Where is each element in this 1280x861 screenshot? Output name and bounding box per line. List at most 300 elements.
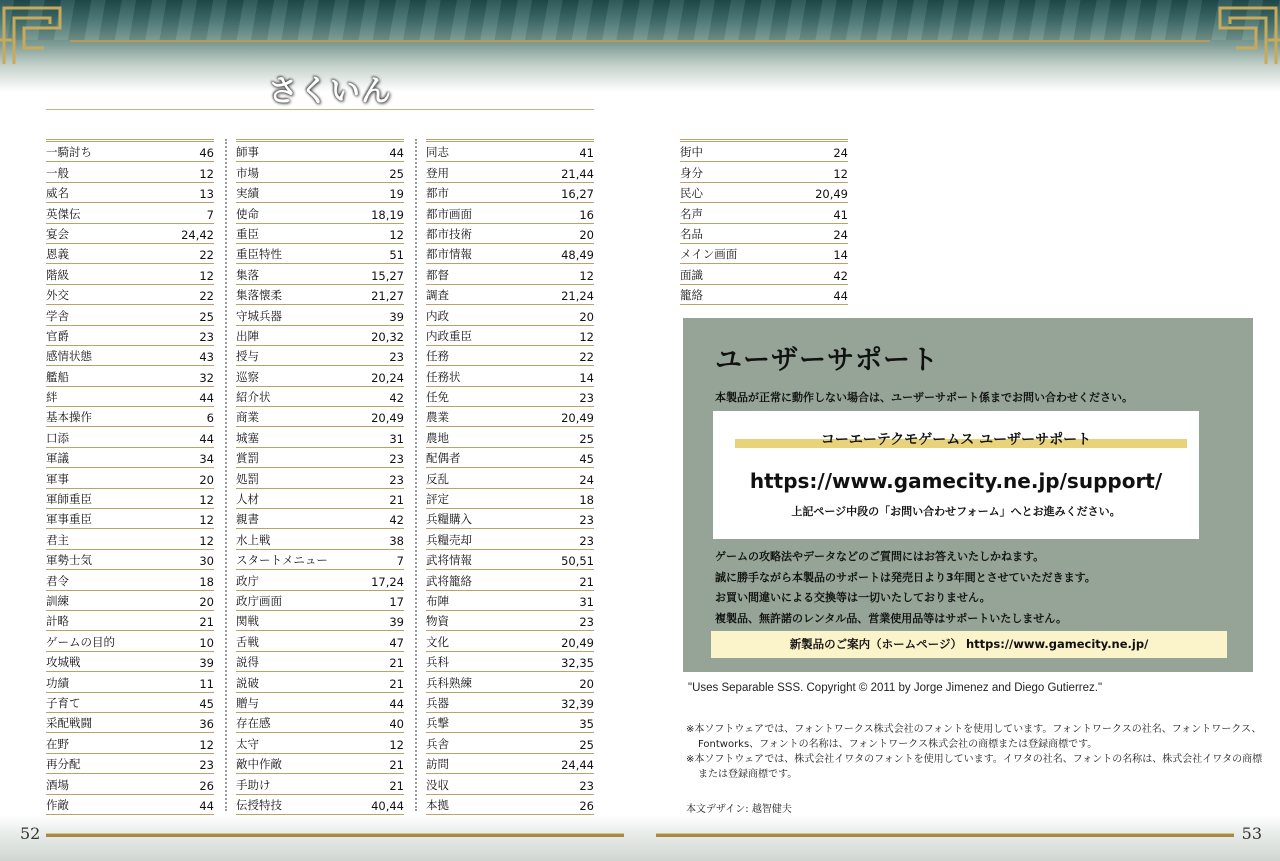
index-column-1: [46, 139, 214, 815]
index-page-numbers: 24,42: [181, 227, 214, 242]
index-page-numbers: 44: [199, 798, 214, 813]
index-entry: [46, 570, 214, 590]
column-divider: [415, 139, 417, 811]
index-term: 兵撃: [426, 716, 449, 731]
index-term: 宴会: [46, 226, 69, 241]
index-entry: [236, 326, 404, 346]
index-term: 説得: [236, 655, 259, 670]
index-page-numbers: 21: [389, 656, 404, 671]
index-term: 階級: [46, 267, 69, 282]
index-term: 外交: [46, 288, 69, 303]
index-entry: [46, 244, 214, 264]
index-term: 采配戦闘: [46, 716, 92, 731]
index-entry: [236, 713, 404, 733]
index-term: 民心: [680, 186, 703, 201]
index-page-numbers: 31: [389, 431, 404, 446]
index-term: 配偶者: [426, 451, 461, 466]
index-column-3: [426, 139, 594, 815]
index-entry: [680, 285, 848, 305]
index-term: 街中: [680, 145, 703, 160]
index-term: 一騎討ち: [46, 145, 92, 160]
index-term: 実績: [236, 186, 259, 201]
page-number-right: 53: [1241, 824, 1262, 843]
index-term: 物資: [426, 614, 449, 629]
index-page-numbers: 15,27: [371, 268, 404, 283]
index-page-numbers: 39: [389, 615, 404, 630]
index-entry: [46, 366, 214, 386]
index-term: 布陣: [426, 593, 449, 608]
index-entry: [680, 244, 848, 264]
design-credit: 本文デザイン: 越智健夫: [686, 804, 792, 815]
index-term: 政庁: [236, 573, 259, 588]
index-term: 市場: [236, 165, 259, 180]
index-entry: [236, 285, 404, 305]
footer-band: [0, 815, 1280, 861]
corner-ornament-left-icon: [0, 0, 80, 68]
index-page-numbers: 17: [389, 594, 404, 609]
index-entry: [236, 693, 404, 713]
index-page-numbers: 11: [199, 676, 214, 691]
index-term: 文化: [426, 634, 449, 649]
index-entry: [46, 183, 214, 203]
index-page-numbers: 41: [579, 146, 594, 161]
index-entry: [236, 774, 404, 794]
index-entry: [236, 427, 404, 447]
index-entry: [426, 611, 594, 631]
index-entry: [46, 611, 214, 631]
index-entry: [46, 489, 214, 509]
index-page-numbers: 44: [199, 391, 214, 406]
index-term: 贈与: [236, 695, 259, 710]
index-page-numbers: 12: [199, 513, 214, 528]
index-term: 内政: [426, 308, 449, 323]
index-page-numbers: 25: [389, 166, 404, 181]
support-condition: ゲームの攻略法やデータなどのご質問にはお答えいたしかねます。: [715, 550, 1045, 563]
index-entry: [236, 795, 404, 815]
index-term: 計略: [46, 614, 69, 629]
index-entry: [426, 693, 594, 713]
index-page-numbers: 25: [579, 737, 594, 752]
index-entry: [236, 244, 404, 264]
footer-rule-left: [46, 833, 624, 837]
index-entry: [426, 407, 594, 427]
index-entry: [46, 203, 214, 223]
index-entry: [236, 407, 404, 427]
index-page-numbers: 24,44: [561, 758, 594, 773]
index-page-numbers: 12: [833, 166, 848, 181]
index-page-numbers: 23: [579, 533, 594, 548]
index-page-numbers: 20,49: [561, 411, 594, 426]
index-page-numbers: 23: [199, 329, 214, 344]
support-contact-box: [713, 411, 1199, 539]
column-divider: [225, 139, 227, 811]
index-entry: [236, 305, 404, 325]
index-page-numbers: 51: [389, 248, 404, 263]
index-term: 身分: [680, 165, 703, 180]
index-term: 都市: [426, 186, 449, 201]
index-entry: [236, 448, 404, 468]
index-page-numbers: 16,27: [561, 187, 594, 202]
index-entry: [46, 448, 214, 468]
index-entry: [426, 591, 594, 611]
index-entry: [236, 224, 404, 244]
index-entry: [236, 264, 404, 284]
index-page-numbers: 40: [389, 717, 404, 732]
index-entry: [46, 713, 214, 733]
index-entry: [236, 366, 404, 386]
index-term: 軍議: [46, 451, 69, 466]
index-term: 口添: [46, 430, 69, 445]
index-entry: [426, 754, 594, 774]
index-term: 兵科熟練: [426, 675, 472, 690]
index-entry: [426, 427, 594, 447]
index-term: 親書: [236, 512, 259, 527]
index-entry: [46, 305, 214, 325]
index-entry: [46, 693, 214, 713]
index-page-numbers: 18: [199, 574, 214, 589]
index-page-numbers: 39: [389, 309, 404, 324]
index-entry: [46, 774, 214, 794]
index-entry: [426, 550, 594, 570]
index-entry: [236, 611, 404, 631]
header-banner: [0, 0, 1280, 92]
index-entry: [426, 224, 594, 244]
index-term: 艦船: [46, 369, 69, 384]
index-page-numbers: 21,27: [371, 289, 404, 304]
index-page-numbers: 21: [199, 615, 214, 630]
index-page-numbers: 12: [579, 329, 594, 344]
index-term: 軍勢士気: [46, 553, 92, 568]
index-page-numbers: 32: [199, 370, 214, 385]
user-support-panel: [683, 318, 1253, 672]
index-term: 軍事: [46, 471, 69, 486]
index-term: 訓練: [46, 593, 69, 608]
index-entry: [236, 183, 404, 203]
index-term: 酒場: [46, 777, 69, 792]
index-entry: [46, 733, 214, 753]
index-entry: [426, 387, 594, 407]
index-entry: [236, 591, 404, 611]
index-page-numbers: 42: [389, 391, 404, 406]
index-page-numbers: 20,49: [561, 635, 594, 650]
index-term: 武将籠絡: [426, 573, 472, 588]
index-term: 没収: [426, 777, 449, 792]
index-term: 英傑伝: [46, 206, 81, 221]
index-page-numbers: 12: [199, 268, 214, 283]
index-entry: [426, 733, 594, 753]
index-page-numbers: 12: [389, 227, 404, 242]
index-entry: [426, 774, 594, 794]
index-page-numbers: 12: [579, 268, 594, 283]
index-term: 任免: [426, 390, 449, 405]
index-page-numbers: 14: [833, 248, 848, 263]
index-page-numbers: 22: [199, 248, 214, 263]
index-page-numbers: 20: [579, 227, 594, 242]
index-term: ゲームの目的: [46, 634, 115, 649]
index-term: 重臣特性: [236, 247, 282, 262]
index-entry: [46, 550, 214, 570]
index-entry: [236, 754, 404, 774]
index-term: 任務: [426, 349, 449, 364]
index-page-numbers: 44: [199, 431, 214, 446]
index-page-numbers: 13: [199, 187, 214, 202]
index-page-numbers: 20: [199, 472, 214, 487]
index-page-numbers: 6: [206, 411, 214, 426]
index-page-numbers: 50,51: [561, 554, 594, 569]
index-term: 兵糧購入: [426, 512, 472, 527]
index-page-numbers: 20: [579, 309, 594, 324]
index-entry: [426, 529, 594, 549]
index-entry: [46, 224, 214, 244]
index-page-numbers: 20,49: [815, 187, 848, 202]
index-page-numbers: 44: [389, 696, 404, 711]
index-entry: [426, 142, 594, 162]
index-term: 出陣: [236, 328, 259, 343]
index-entry: [46, 672, 214, 692]
index-term: 城塞: [236, 430, 259, 445]
index-term: 作敵: [46, 797, 69, 812]
index-term: 太守: [236, 736, 259, 751]
index-page-numbers: 20,32: [371, 329, 404, 344]
index-entry: [426, 631, 594, 651]
index-term: 兵器: [426, 695, 449, 710]
index-term: 再分配: [46, 757, 81, 772]
index-page-numbers: 23: [579, 615, 594, 630]
index-page-numbers: 23: [389, 350, 404, 365]
index-page-numbers: 19: [389, 187, 404, 202]
support-condition: 誠に勝手ながら本製品のサポートは発売日より3年間とさせていただきます。: [715, 570, 1096, 584]
index-term: 都督: [426, 267, 449, 282]
index-page-numbers: 23: [389, 472, 404, 487]
index-term: 評定: [426, 492, 449, 507]
index-entry: [236, 387, 404, 407]
index-term: 反乱: [426, 471, 449, 486]
index-entry: [236, 142, 404, 162]
index-entry: [426, 326, 594, 346]
index-term: 内政重臣: [426, 328, 472, 343]
index-entry: [426, 509, 594, 529]
index-term: 人材: [236, 492, 259, 507]
index-term: 任務状: [426, 369, 461, 384]
index-term: 説破: [236, 675, 259, 690]
index-page-numbers: 44: [833, 289, 848, 304]
index-entry: [46, 407, 214, 427]
index-entry: [426, 305, 594, 325]
index-page-numbers: 20: [199, 594, 214, 609]
index-entry: [46, 754, 214, 774]
index-entry: [46, 346, 214, 366]
index-entry: [46, 529, 214, 549]
index-term: メイン画面: [680, 247, 738, 262]
index-page-numbers: 7: [206, 207, 214, 222]
index-entry: [46, 631, 214, 651]
index-page-numbers: 20,24: [371, 370, 404, 385]
index-term: 処罰: [236, 471, 259, 486]
index-page-numbers: 23: [199, 758, 214, 773]
corner-ornament-right-icon: [1200, 0, 1280, 68]
index-page-numbers: 17,24: [371, 574, 404, 589]
index-entry: [680, 142, 848, 162]
index-entry: [426, 713, 594, 733]
index-term: 名品: [680, 226, 703, 241]
index-term: 授与: [236, 349, 259, 364]
index-page-numbers: 23: [389, 452, 404, 467]
index-term: 存在感: [236, 716, 271, 731]
index-entry: [426, 203, 594, 223]
index-page-numbers: 12: [389, 737, 404, 752]
index-page-numbers: 22: [199, 289, 214, 304]
index-page-numbers: 46: [199, 146, 214, 161]
index-entry: [236, 550, 404, 570]
index-page-numbers: 23: [579, 391, 594, 406]
index-term: 関戦: [236, 614, 259, 629]
index-entry: [426, 570, 594, 590]
index-page-numbers: 7: [396, 554, 404, 569]
index-page-numbers: 42: [389, 513, 404, 528]
index-entry: [426, 162, 594, 182]
index-term: 商業: [236, 410, 259, 425]
index-entry: [680, 264, 848, 284]
page-title: さくいん: [268, 74, 392, 109]
index-term: 都市情報: [426, 247, 472, 262]
index-term: 武将情報: [426, 553, 472, 568]
index-term: 功績: [46, 675, 69, 690]
index-entry: [426, 285, 594, 305]
index-page-numbers: 47: [389, 635, 404, 650]
index-page-numbers: 24: [833, 146, 848, 161]
index-term: 子育て: [46, 695, 81, 710]
index-page-numbers: 12: [199, 166, 214, 181]
index-term: 兵舎: [426, 736, 449, 751]
index-entry: [46, 509, 214, 529]
index-term: 恩義: [46, 247, 69, 262]
index-entry: [426, 448, 594, 468]
index-entry: [46, 427, 214, 447]
index-term: 名声: [680, 206, 703, 221]
index-page-numbers: 26: [199, 778, 214, 793]
index-page-numbers: 22: [579, 350, 594, 365]
index-page-numbers: 31: [579, 594, 594, 609]
index-term: 本拠: [426, 797, 449, 812]
index-page-numbers: 35: [579, 717, 594, 732]
index-entry: [236, 570, 404, 590]
index-term: 学舎: [46, 308, 69, 323]
index-page-numbers: 12: [199, 493, 214, 508]
header-gold-line: [70, 40, 1210, 42]
index-term: 在野: [46, 736, 69, 751]
index-page-numbers: 24: [833, 227, 848, 242]
index-term: 君主: [46, 532, 69, 547]
index-page-numbers: 16: [579, 207, 594, 222]
index-page-numbers: 12: [199, 737, 214, 752]
index-term: 農業: [426, 410, 449, 425]
index-term: 登用: [426, 165, 449, 180]
index-page-numbers: 20: [579, 676, 594, 691]
index-entry: [236, 652, 404, 672]
index-entry: [426, 264, 594, 284]
index-page-numbers: 23: [579, 778, 594, 793]
index-entry: [236, 489, 404, 509]
index-page-numbers: 24: [579, 472, 594, 487]
index-entry: [46, 468, 214, 488]
index-page-numbers: 32,39: [561, 696, 594, 711]
index-page-numbers: 39: [199, 656, 214, 671]
index-page-numbers: 25: [579, 431, 594, 446]
index-entry: [426, 489, 594, 509]
index-page-numbers: 34: [199, 452, 214, 467]
index-page-numbers: 14: [579, 370, 594, 385]
index-entry: [426, 346, 594, 366]
index-column-2: [236, 139, 404, 815]
index-term: 紹介状: [236, 390, 271, 405]
index-term: 賞罰: [236, 451, 259, 466]
index-page-numbers: 21: [389, 778, 404, 793]
index-page-numbers: 44: [389, 146, 404, 161]
support-note: 上記ページ中段の「お問い合わせフォーム」へとお進みください。: [791, 505, 1121, 518]
index-entry: [426, 672, 594, 692]
index-term: 政庁画面: [236, 593, 282, 608]
index-term: 君令: [46, 573, 69, 588]
index-term: 手助け: [236, 777, 271, 792]
index-term: 威名: [46, 186, 69, 201]
index-term: 重臣: [236, 226, 259, 241]
index-entry: [426, 366, 594, 386]
index-entry: [46, 652, 214, 672]
index-term: 一般: [46, 165, 69, 180]
index-term: 使命: [236, 206, 259, 221]
support-condition: お買い間違いによる交換等は一切いたしておりません。: [715, 591, 991, 604]
index-page-numbers: 48,49: [561, 248, 594, 263]
index-page-numbers: 38: [389, 533, 404, 548]
index-page-numbers: 45: [199, 696, 214, 711]
index-page-numbers: 12: [199, 533, 214, 548]
index-entry: [680, 183, 848, 203]
support-conditions: [715, 547, 1096, 629]
index-page-numbers: 42: [833, 268, 848, 283]
index-page-numbers: 10: [199, 635, 214, 650]
font-note: ※本ソフトウェアでは、フォントワークス株式会社のフォントを使用しています。フォントワークスの社名、フォントワークス、Fontworks、フォントの名称は、フォントワークス株式会社の商標または登録商標です。: [686, 724, 1262, 750]
index-term: 同志: [426, 145, 449, 160]
index-term: スタートメニュー: [236, 553, 328, 568]
index-page-numbers: 20,49: [371, 411, 404, 426]
index-entry: [236, 529, 404, 549]
index-term: 軍師重臣: [46, 492, 92, 507]
index-page-numbers: 30: [199, 554, 214, 569]
copyright-notice: "Uses Separable SSS. Copyright © 2011 by Jorge Jimenez and Diego Gutierrez.": [688, 682, 1103, 694]
index-term: 面識: [680, 267, 703, 282]
index-page-numbers: 21: [389, 493, 404, 508]
index-term: 感情状態: [46, 349, 92, 364]
index-term: 師事: [236, 145, 259, 160]
index-entry: [426, 795, 594, 815]
index-term: 兵科: [426, 655, 449, 670]
index-term: 絆: [46, 390, 58, 405]
index-page-numbers: 21,44: [561, 166, 594, 181]
index-entry: [46, 326, 214, 346]
support-url-link[interactable]: https://www.gamecity.ne.jp/support/: [749, 469, 1163, 493]
index-term: 都市技術: [426, 226, 472, 241]
support-lead: 本製品が正常に動作しない場合は、ユーザーサポート係までお問い合わせください。: [715, 391, 1133, 404]
new-products-link[interactable]: 新製品のご案内（ホームページ） https://www.gamecity.ne.jp/: [711, 631, 1227, 658]
font-notes: [686, 722, 1266, 782]
index-page-numbers: 21,24: [561, 289, 594, 304]
title-rule: [46, 109, 594, 110]
font-note: ※本ソフトウェアでは、株式会社イワタのフォントを使用しています。イワタの社名、フォントの名称は、株式会社イワタの商標または登録商標です。: [686, 754, 1263, 780]
index-term: 集落: [236, 267, 259, 282]
index-term: 兵糧売却: [426, 532, 472, 547]
index-term: 基本操作: [46, 410, 92, 425]
footer-rule-right: [656, 833, 1234, 837]
